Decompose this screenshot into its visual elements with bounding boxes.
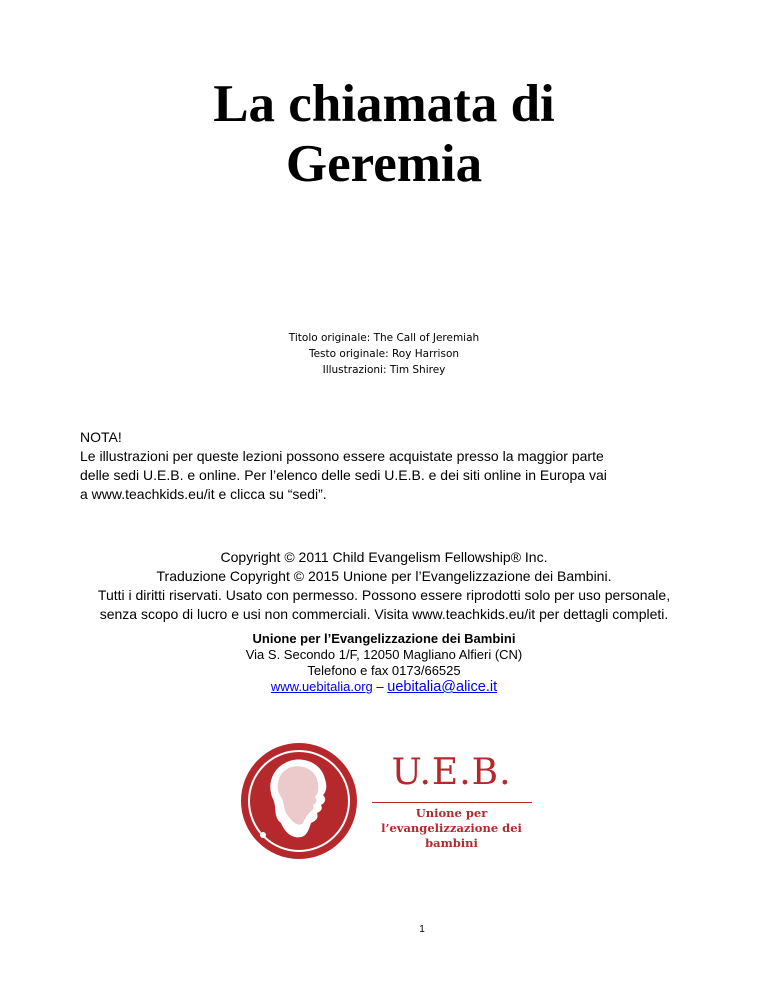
title-line-1: La chiamata di	[213, 75, 555, 133]
copyright-line: Tutti i diritti riservati. Usato con permesso. Possono essere riprodotti solo per uso personale,	[97, 587, 671, 603]
copyright-block	[0, 548, 768, 624]
logo-subtitle	[370, 806, 533, 851]
note-line: a www.teachkids.eu/it e clicca su “sedi”.	[80, 486, 327, 502]
logo-divider	[372, 802, 532, 803]
ueb-logo	[237, 739, 533, 863]
website-link[interactable]: www.uebitalia.org	[270, 679, 373, 694]
logo-subtitle-line: l’evangelizzazione dei	[381, 821, 522, 835]
illustrations-author: Illustrazioni: Tim Shirey	[322, 364, 446, 376]
note-heading: NOTA!	[80, 429, 122, 445]
note-line: Le illustrazioni per queste lezioni possono essere acquistate presso la maggior parte	[80, 448, 604, 464]
contact-separator: –	[376, 679, 384, 694]
title-line-2: Geremia	[285, 135, 483, 193]
note-line: delle sedi U.E.B. e online. Per l’elenco delle sedi U.E.B. e dei siti online in Europa vai	[80, 467, 607, 483]
email-link[interactable]: uebitalia@alice.it	[387, 679, 498, 695]
credits-block	[0, 330, 768, 378]
organization-phone: Telefono e fax 0173/66525	[307, 663, 461, 678]
organization-contacts	[0, 679, 768, 695]
original-title: Titolo originale: The Call of Jeremiah	[288, 332, 480, 344]
logo-subtitle-line: bambini	[425, 836, 478, 850]
note-block	[80, 428, 720, 504]
copyright-line: senza scopo di lucro e usi non commerciali. Visita www.teachkids.eu/it per dettagli completi.	[99, 606, 669, 622]
original-text-author: Testo originale: Roy Harrison	[308, 348, 460, 360]
page-number: 1	[419, 924, 425, 935]
page-title	[0, 74, 768, 194]
organization-block	[0, 631, 768, 695]
logo-subtitle-line: Unione per	[415, 806, 488, 820]
copyright-line: Traduzione Copyright © 2015 Unione per l’Evangelizzazione dei Bambini.	[156, 568, 612, 584]
copyright-line: Copyright © 2011 Child Evangelism Fellowship® Inc.	[220, 549, 548, 565]
organization-address: Via S. Secondo 1/F, 12050 Magliano Alfieri (CN)	[245, 647, 523, 662]
organization-name: Unione per l’Evangelizzazione dei Bambini	[252, 631, 516, 646]
child-head-profile-icon	[237, 739, 367, 863]
logo-abbreviation: U.E.B.	[391, 752, 512, 793]
